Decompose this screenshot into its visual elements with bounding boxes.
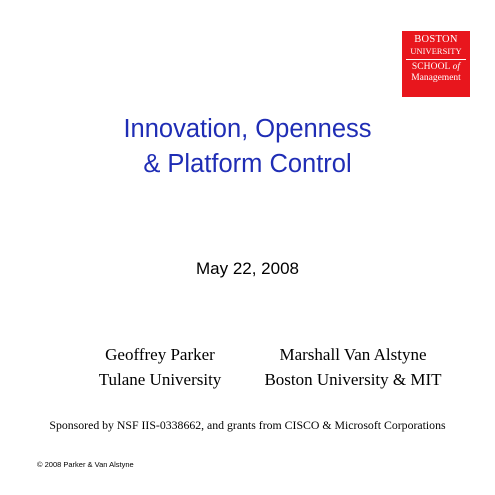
author-block-van-alstyne — [248, 342, 458, 392]
boston-university-logo — [402, 31, 470, 97]
logo-school-text: SCHOOL — [411, 61, 453, 72]
author-block-parker — [80, 342, 240, 392]
author-affiliation: Tulane University — [98, 370, 222, 389]
author-name: Geoffrey Parker — [105, 345, 215, 364]
author-name: Marshall Van Alstyne — [279, 345, 427, 364]
copyright-notice: © 2008 Parker & Van Alstyne — [37, 460, 134, 469]
logo-line-school — [405, 63, 467, 73]
presentation-date: May 22, 2008 — [195, 259, 299, 278]
author-affiliation: Boston University & MIT — [264, 370, 442, 389]
logo-line-university: UNIVERSITY — [410, 46, 462, 56]
logo-line-management: Management — [411, 73, 461, 84]
sponsor-note: Sponsored by NSF IIS-0338662, and grants from CISCO & Microsoft Corporations — [49, 418, 446, 432]
logo-divider — [406, 59, 466, 60]
slide-title — [0, 112, 495, 182]
slide-title-line-1: Innovation, Openness — [123, 115, 372, 143]
slide-title-line-2: & Platform Control — [143, 150, 352, 178]
logo-of-text: of — [452, 61, 461, 72]
logo-line-boston: BOSTON — [414, 34, 458, 45]
